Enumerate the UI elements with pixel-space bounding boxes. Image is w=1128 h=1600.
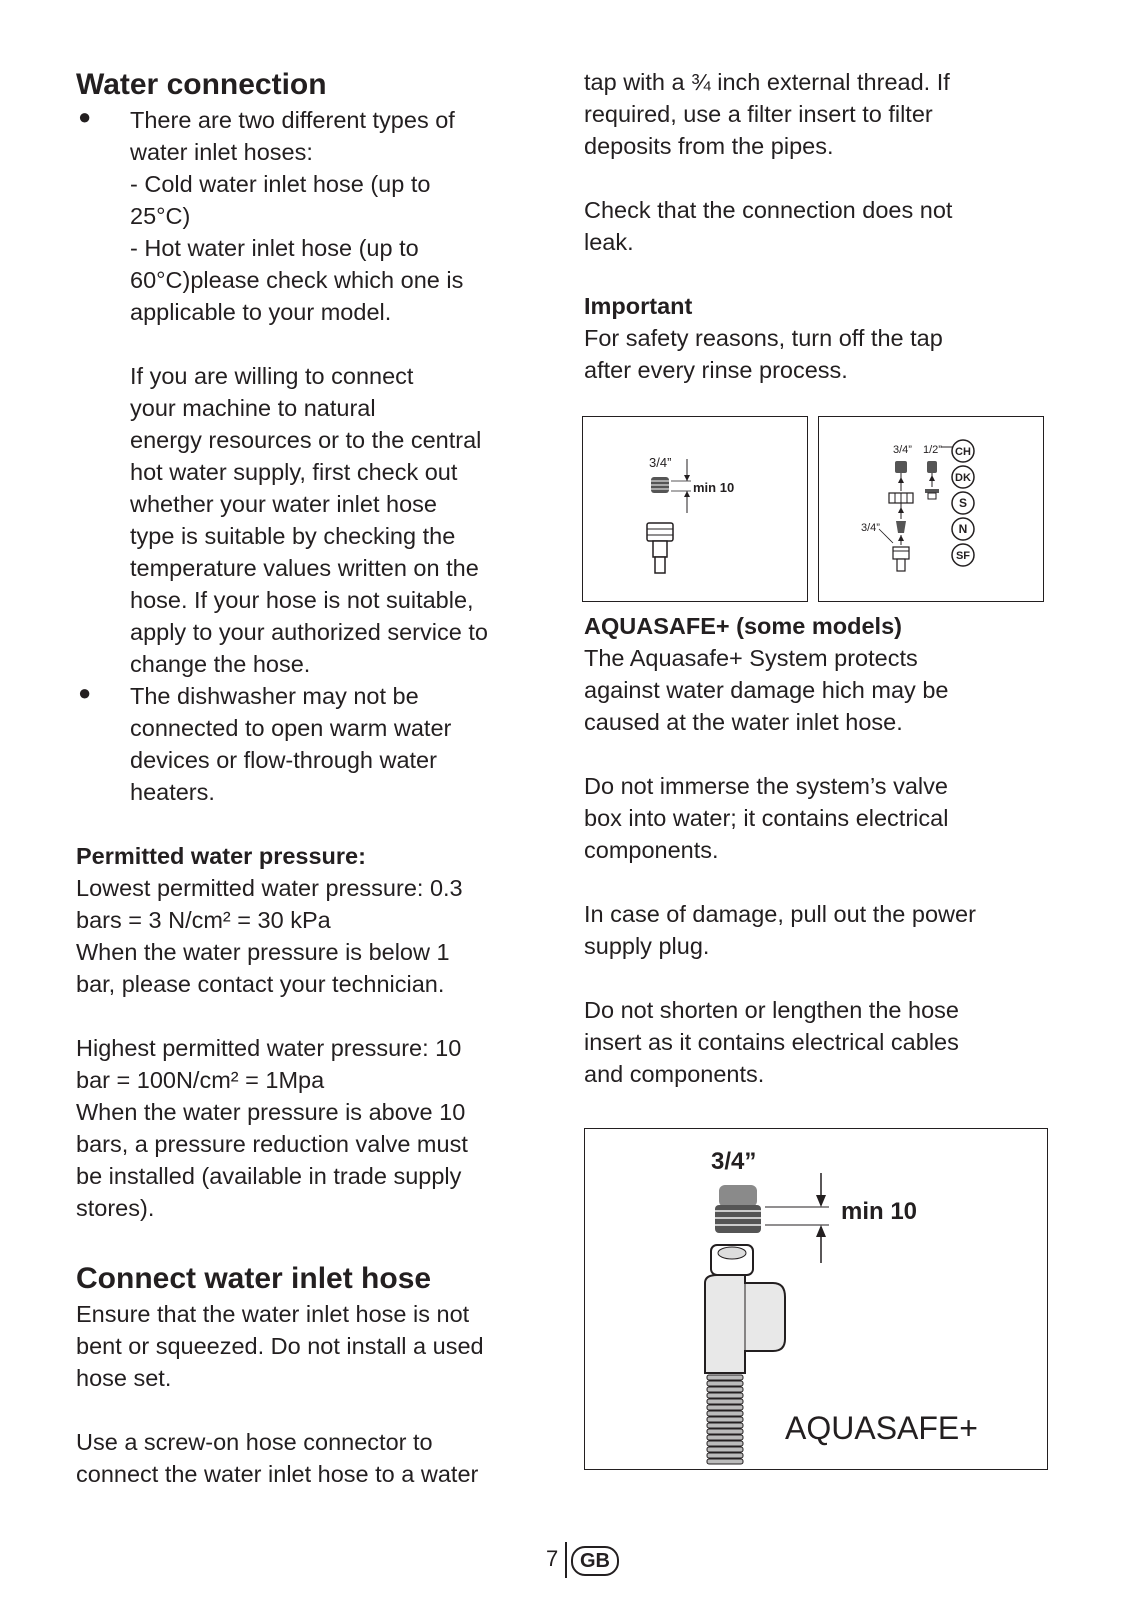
text-line: In case of damage, pull out the power [584, 901, 976, 927]
adapter-34-icon [895, 461, 907, 473]
fig2-thread-b: 1/2” [923, 444, 942, 456]
figure-tap-connector [582, 416, 808, 602]
text-line: against water damage hich may be [584, 677, 949, 703]
text-line: components. [584, 837, 719, 863]
aquasafe-label: AQUASAFE+ [785, 1410, 978, 1446]
text-line: When the water pressure is above 10 [76, 1099, 466, 1125]
text-line: Highest permitted water pressure: 10 [76, 1035, 462, 1061]
text-line: type is suitable by checking the [130, 523, 456, 549]
figure-adapter-countries [818, 416, 1044, 602]
bullet-dot-icon: ● [78, 104, 92, 129]
text-line: bent or squeezed. Do not install a used [76, 1333, 484, 1359]
text-line: apply to your authorized service to [130, 619, 488, 645]
text-line: supply plug. [584, 933, 710, 959]
fig3-min-label: min 10 [841, 1198, 918, 1225]
text-line: Do not immerse the system’s valve [584, 773, 948, 799]
text-line: bar = 100N/cm² = 1Mpa [76, 1067, 325, 1093]
bullet-dot-icon: ● [78, 680, 92, 705]
text-line: heaters. [130, 779, 215, 805]
aquasafe-para-1 [584, 642, 1054, 738]
hose-nut-icon [647, 523, 673, 541]
bullet-hose-types [76, 104, 546, 680]
text-line: leak. [584, 229, 634, 255]
text-line: tap with a ¾ inch external thread. If [584, 69, 950, 95]
thread-continuation-text [584, 66, 1054, 162]
text-line: Lowest permitted water pressure: 0.3 [76, 875, 463, 901]
heading-permitted-pressure: Permitted water pressure: [76, 843, 366, 869]
aquasafe-para-2 [584, 770, 1054, 866]
text-line: - Hot water inlet hose (up to [130, 235, 419, 261]
fig3-thread-label: 3/4” [711, 1148, 757, 1175]
text-line: energy resources or to the central [130, 427, 482, 453]
text-line: Do not shorten or lengthen the hose [584, 997, 959, 1023]
country-code-ch: CH [955, 446, 971, 458]
text-line: For safety reasons, turn off the tap [584, 325, 943, 351]
text-line: deposits from the pipes. [584, 133, 834, 159]
bullet-open-devices-text [130, 680, 546, 808]
language-badge: GB [571, 1546, 619, 1576]
text-line: connect the water inlet hose to a water [76, 1461, 479, 1487]
text-line: caused at the water inlet hose. [584, 709, 903, 735]
text-line: - Cold water inlet hose (up to [130, 171, 431, 197]
text-line: Use a screw-on hose connector to [76, 1429, 433, 1455]
text-line: 25°C) [130, 203, 191, 229]
text-line: your machine to natural [130, 395, 376, 421]
text-line: hose. If your hose is not suitable, [130, 587, 474, 613]
text-line: bars = 3 N/cm² = 30 kPa [76, 907, 331, 933]
country-code-sf: SF [955, 550, 971, 562]
bullet-hose-types-text [130, 104, 546, 328]
heading-water-connection: Water connection [76, 68, 327, 101]
text-line: The Aquasafe+ System protects [584, 645, 918, 671]
heading-important: Important [584, 293, 693, 319]
page-number: 7 [546, 1546, 559, 1571]
text-line: Ensure that the water inlet hose is not [76, 1301, 470, 1327]
text-line: bars, a pressure reduction valve must [76, 1131, 468, 1157]
pressure-low-text [76, 872, 546, 1000]
pressure-high-text [76, 1032, 546, 1224]
aquasafe-para-3 [584, 898, 1054, 962]
text-line: 60°C)please check which one is [130, 267, 464, 293]
text-line: hot water supply, first check out [130, 459, 458, 485]
heading-aquasafe: AQUASAFE+ (some models) [584, 613, 902, 639]
text-line: If you are willing to connect [130, 363, 414, 389]
text-line: required, use a filter insert to filter [584, 101, 933, 127]
fig1-thread-label: 3/4” [649, 455, 672, 470]
hose-para-2 [76, 1426, 546, 1490]
important-text [584, 322, 1054, 386]
country-code-s: S [958, 496, 968, 510]
aquasafe-section [584, 610, 1054, 1090]
text-line: connected to open warm water [130, 715, 452, 741]
text-line: insert as it contains electrical cables [584, 1029, 959, 1055]
text-line: whether your water inlet hose [130, 491, 437, 517]
text-line: When the water pressure is below 1 [76, 939, 450, 965]
footer-divider [565, 1542, 567, 1578]
text-line: and components. [584, 1061, 765, 1087]
text-line: temperature values written on the [130, 555, 479, 581]
page-footer [540, 1538, 640, 1578]
text-line: change the hose. [130, 651, 311, 677]
hose-nut-icon [893, 547, 909, 559]
text-line: hose set. [76, 1365, 172, 1391]
hose-para-1 [76, 1298, 546, 1394]
country-code-n: N [958, 522, 968, 536]
text-line: after every rinse process. [584, 357, 848, 383]
corrugated-hose-icon [707, 1375, 743, 1464]
text-line: The dishwasher may not be [130, 683, 419, 709]
text-line: bar, please contact your technician. [76, 971, 445, 997]
text-line: Check that the connection does not [584, 197, 953, 223]
text-line: devices or flow-through water [130, 747, 437, 773]
text-line: box into water; it contains electrical [584, 805, 949, 831]
text-line: There are two different types of [130, 107, 455, 133]
adapter-12-icon [927, 461, 937, 473]
text-line: stores). [76, 1195, 155, 1221]
country-code-dk: DK [955, 472, 971, 484]
bullet-open-devices [76, 680, 546, 808]
fig1-min-label: min 10 [693, 480, 735, 495]
text-line: be installed (available in trade supply [76, 1163, 462, 1189]
aquasafe-para-4 [584, 994, 1054, 1090]
right-column [584, 66, 1054, 386]
country-codes [952, 440, 974, 566]
tap-thread-icon [719, 1185, 757, 1207]
fig2-thread-c: 3/4” [861, 522, 880, 534]
figure-aquasafe [584, 1128, 1048, 1470]
left-column [76, 66, 546, 1490]
text-line: water inlet hoses: [130, 139, 313, 165]
check-leak-text [584, 194, 1054, 258]
text-line: applicable to your model. [130, 299, 392, 325]
heading-connect-hose: Connect water inlet hose [76, 1262, 432, 1295]
bullet-hose-suitability-text [130, 360, 546, 680]
fig2-thread-a: 3/4” [893, 444, 912, 456]
